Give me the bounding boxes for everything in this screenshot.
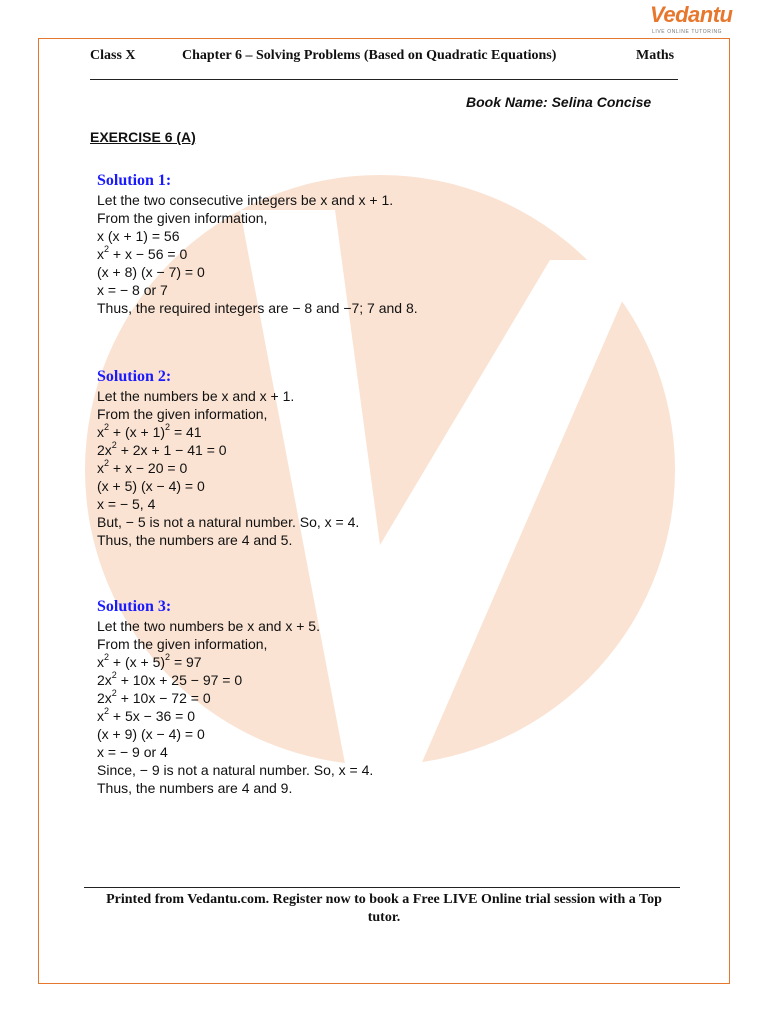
- solution-line: $2x^2 + 10x + 25 - 97 = 0$: [97, 670, 243, 688]
- subject-label: Maths: [636, 48, 675, 63]
- footer-text: Printed from Vedantu.com. Register now to book a Free LIVE Online trial session with a Top tutor.: [106, 892, 662, 925]
- solution-line: Since, − 9 is not a natural number. So, x = 4.: [97, 762, 374, 778]
- class-label: Class X: [90, 48, 136, 63]
- solution-1: [97, 172, 418, 317]
- solution-line: $x^2 + (x + 5)^2 = 97$: [97, 652, 202, 670]
- solution-2: [97, 368, 359, 549]
- solution-line: $2x^2 + 2x + 1 - 41 = 0$: [97, 440, 227, 458]
- solution-line: x (x + 1) = 56: [97, 228, 180, 244]
- solution-line: Thus, the required integers are − 8 and −7; 7 and 8.: [97, 300, 418, 316]
- vedantu-logo: [650, 2, 734, 38]
- solution-line: Thus, the numbers are 4 and 9.: [97, 780, 293, 796]
- solution-line: $x^2 + (x + 1)^2 = 41$: [97, 422, 202, 440]
- solution-line: (x + 8) (x − 7) = 0: [97, 264, 205, 280]
- solution-line: Let the two numbers be x and x + 5.: [97, 618, 320, 634]
- solution-line: From the given information,: [97, 636, 268, 652]
- solution-line: $x^2 + x - 20 = 0$: [97, 458, 188, 476]
- solution-line: Let the numbers be x and x + 1.: [97, 388, 295, 404]
- solution-3: [97, 598, 373, 797]
- solution-line: From the given information,: [97, 210, 268, 226]
- header-divider: [90, 79, 678, 80]
- logo-text: Vedantu: [650, 2, 733, 27]
- solution-title: Solution 3:: [97, 598, 172, 615]
- solution-line: x = − 8 or 7: [97, 282, 168, 298]
- solution-title: Solution 1:: [97, 172, 172, 189]
- solution-line: (x + 5) (x − 4) = 0: [97, 478, 205, 494]
- solution-line: $2x^2 + 10x - 72 = 0$: [97, 688, 211, 706]
- solution-line: Thus, the numbers are 4 and 5.: [97, 532, 293, 548]
- solution-line: x = − 9 or 4: [97, 744, 168, 760]
- solution-line: (x + 9) (x − 4) = 0: [97, 726, 205, 742]
- solution-line: x = − 5, 4: [97, 496, 156, 512]
- solution-line: But, − 5 is not a natural number. So, x = 4.: [97, 514, 360, 530]
- logo-tagline: LIVE ONLINE TUTORING: [652, 29, 723, 35]
- footer-divider: [84, 887, 680, 888]
- solution-line: $x^2 + x - 56 = 0$: [97, 244, 188, 262]
- solution-line: From the given information,: [97, 406, 268, 422]
- solution-line: Let the two consecutive integers be x and x + 1.: [97, 192, 394, 208]
- exercise-title: EXERCISE 6 (A): [90, 129, 196, 145]
- solution-line: $x^2 + 5x - 36 = 0$: [97, 706, 196, 724]
- book-name: Book Name: Selina Concise: [466, 94, 652, 110]
- chapter-label: Chapter 6 – Solving Problems (Based on Quadratic Equations): [182, 48, 557, 63]
- solution-title: Solution 2:: [97, 368, 172, 385]
